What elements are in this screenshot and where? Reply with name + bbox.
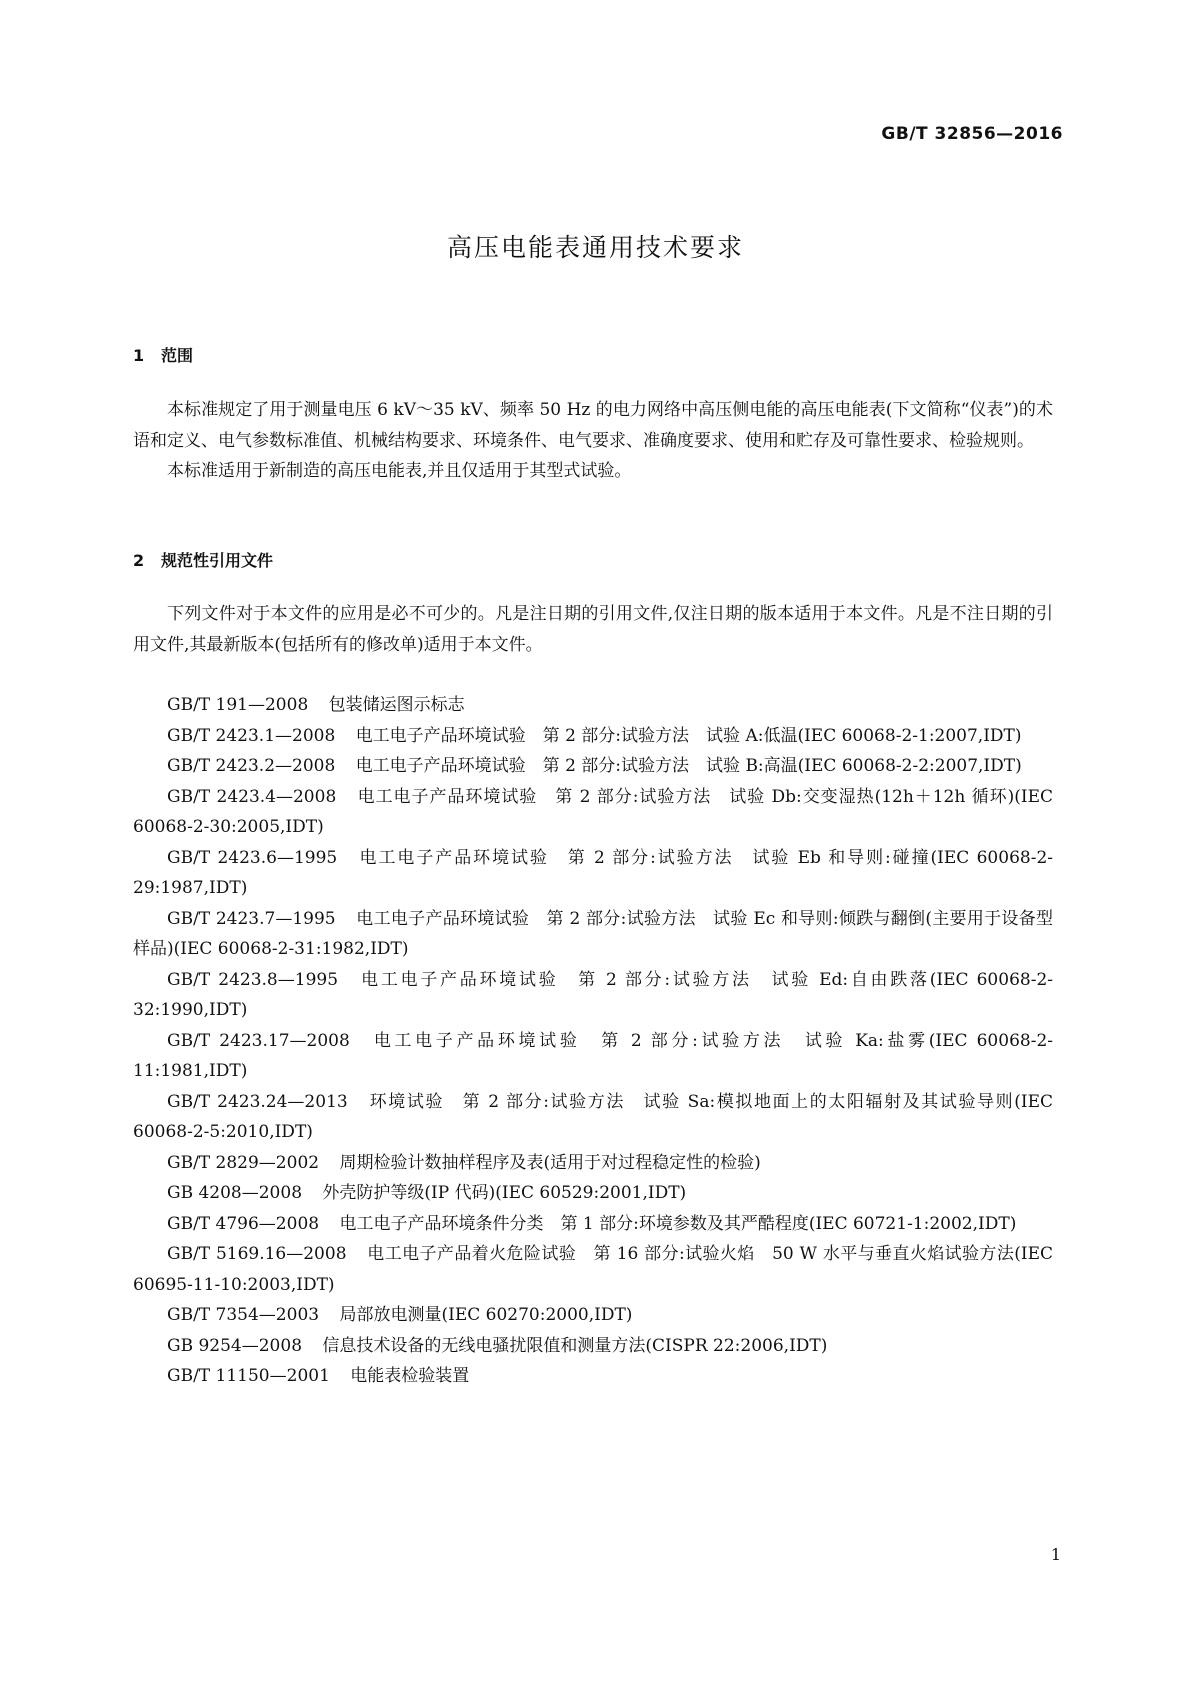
reference-code: GB/T 2423.6—1995 [167, 847, 338, 868]
section-2-heading [133, 548, 273, 571]
section-number: 1 [133, 346, 145, 365]
reference-title: 电工电子产品环境试验 第 2 部分:试验方法 试验 Eb 和导则:碰撞(IEC 60068-2-29:1987,IDT) [133, 847, 1054, 898]
reference-item [133, 1148, 1053, 1179]
reference-code: GB/T 7354—2003 [167, 1305, 320, 1325]
reference-item [133, 843, 1053, 904]
reference-title: 电能表检验装置 [350, 1366, 470, 1386]
reference-title: 包装储运图示标志 [328, 695, 465, 715]
reference-item [133, 1087, 1053, 1148]
reference-code: GB/T 2423.7—1995 [167, 908, 336, 929]
section-1-body [133, 395, 1053, 487]
reference-item [133, 782, 1053, 843]
reference-title: 外壳防护等级(IP 代码)(IEC 60529:2001,IDT) [322, 1183, 687, 1203]
standard-code: GB/T 32856—2016 [881, 124, 1063, 144]
reference-item [133, 1178, 1053, 1209]
reference-item [133, 1300, 1053, 1331]
reference-title: 电工电子产品环境试验 第 2 部分:试验方法 试验 B:高温(IEC 60068-2-2:2007,IDT) [355, 756, 1022, 776]
reference-code: GB/T 2423.2—2008 [167, 756, 336, 776]
reference-code: GB/T 4796—2008 [167, 1213, 320, 1234]
reference-item [133, 965, 1053, 1026]
reference-title: 电工电子产品环境试验 第 2 部分:试验方法 试验 Ka:盐雾(IEC 60068-2-11:1981,IDT) [133, 1030, 1054, 1081]
reference-code: GB/T 2829—2002 [167, 1152, 320, 1173]
reference-title: 周期检验计数抽样程序及表(适用于对过程稳定性的检验) [339, 1152, 761, 1173]
reference-code: GB/T 2423.1—2008 [167, 725, 336, 746]
paragraph: 下列文件对于本文件的应用是必不可少的。凡是注日期的引用文件,仅注日期的版本适用于本文件。凡是不注日期的引用文件,其最新版本(包括所有的修改单)适用于本文件。 [133, 604, 1053, 655]
section-title: 范围 [161, 346, 194, 365]
reference-code: GB/T 191—2008 [167, 695, 309, 715]
page-number: 1 [1050, 1545, 1061, 1564]
document-title: 高压电能表通用技术要求 [446, 233, 744, 262]
reference-item [133, 1209, 1053, 1240]
reference-item [133, 1361, 1053, 1392]
reference-code: GB/T 5169.16—2008 [167, 1244, 347, 1264]
reference-item [133, 904, 1053, 965]
reference-item [133, 721, 1053, 752]
section-1-heading [133, 343, 193, 366]
normative-references-list [133, 690, 1053, 1392]
paragraph: 本标准适用于新制造的高压电能表,并且仅适用于其型式试验。 [167, 461, 632, 481]
reference-code: GB/T 2423.4—2008 [167, 786, 337, 807]
reference-code: GB/T 2423.17—2008 [167, 1030, 350, 1051]
reference-item [133, 1026, 1053, 1087]
paragraph: 本标准规定了用于测量电压 6 kV～35 kV、频率 50 Hz 的电力网络中高压侧电能的高压电能表(下文简称“仪表”)的术语和定义、电气参数标准值、机械结构要求、环境条件、电气要求、准确度要求、使用和贮存及可靠性要求、检验规则。 [133, 400, 1053, 451]
reference-title: 电工电子产品环境试验 第 2 部分:试验方法 试验 Db:交变湿热(12h＋12h 循环)(IEC 60068-2-30:2005,IDT) [133, 786, 1053, 837]
reference-title: 电工电子产品环境试验 第 2 部分:试验方法 试验 Ed:自由跌落(IEC 60068-2-32:1990,IDT) [133, 969, 1054, 1020]
section-title: 规范性引用文件 [161, 551, 274, 570]
reference-title: 局部放电测量(IEC 60270:2000,IDT) [339, 1305, 633, 1325]
reference-title: 电工电子产品环境试验 第 2 部分:试验方法 试验 Ec 和导则:倾跌与翻倒(主要用于设备型样品)(IEC 60068-2-31:1982,IDT) [133, 908, 1053, 959]
reference-item [133, 1331, 1053, 1362]
section-2-body [133, 599, 1053, 660]
reference-code: GB/T 2423.24—2013 [167, 1091, 348, 1112]
reference-title: 环境试验 第 2 部分:试验方法 试验 Sa:模拟地面上的太阳辐射及其试验导则(IEC 60068-2-5:2010,IDT) [133, 1091, 1053, 1142]
reference-title: 电工电子产品着火危险试验 第 16 部分:试验火焰 50 W 水平与垂直火焰试验方法(IEC 60695-11-10:2003,IDT) [133, 1244, 1054, 1295]
reference-code: GB/T 11150—2001 [167, 1366, 330, 1386]
reference-item [133, 1239, 1053, 1300]
reference-item [133, 690, 1053, 721]
reference-item [133, 751, 1053, 782]
reference-title: 电工电子产品环境条件分类 第 1 部分:环境参数及其严酷程度(IEC 60721-1:2002,IDT) [339, 1213, 1017, 1234]
reference-title: 信息技术设备的无线电骚扰限值和测量方法(CISPR 22:2006,IDT) [322, 1335, 828, 1356]
reference-code: GB 4208—2008 [167, 1183, 303, 1203]
reference-code: GB 9254—2008 [167, 1335, 303, 1356]
section-number: 2 [133, 551, 145, 570]
reference-code: GB/T 2423.8—1995 [167, 969, 339, 990]
reference-title: 电工电子产品环境试验 第 2 部分:试验方法 试验 A:低温(IEC 60068-2-1:2007,IDT) [355, 725, 1022, 746]
